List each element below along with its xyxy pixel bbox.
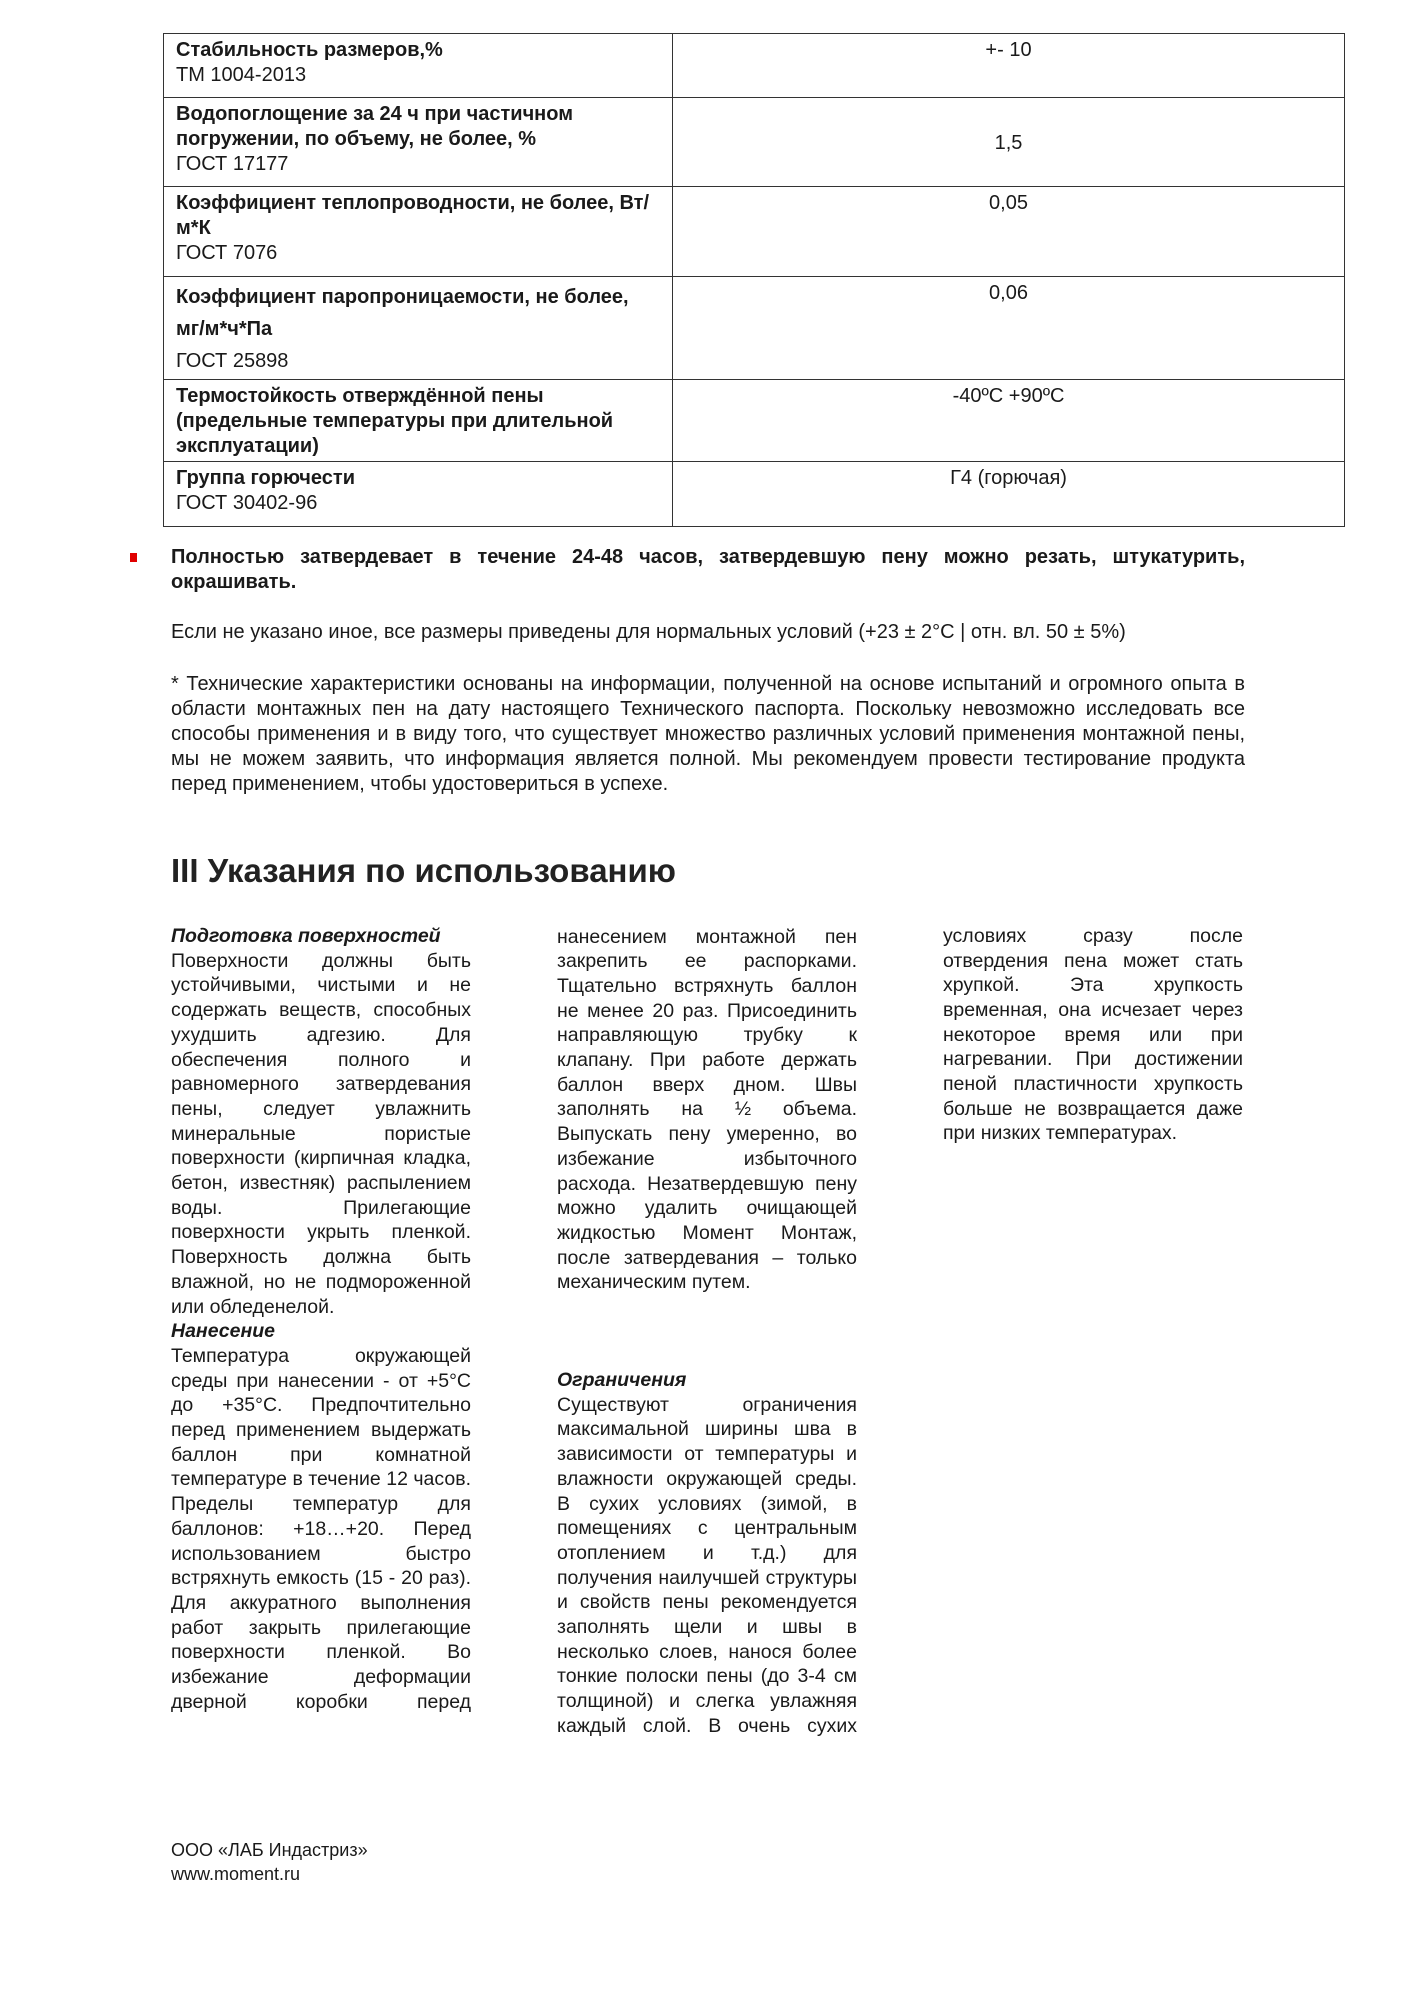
bullet-note: Полностью затвердевает в течение 24-48 часов, затвердевшую пену можно резать, штукатурить, окрашивать. (171, 546, 1245, 593)
section-title: III Указания по использованию (171, 852, 676, 889)
disclaimer: * Технические характеристики основаны на информации, полученной на основе испытаний и огромного опыта в области монтажных пен на дату настоящего Технического паспорта. Поскольку невозможно исследовать все способы применения и в виду того, что существует множество различных условий применения монтажной пены, мы не можем заявить, что информация является полной. Мы рекомендуем провести тестирование продукта перед применением, чтобы удостовериться в успехе. (171, 673, 1245, 795)
table-row (164, 380, 1345, 462)
prep-heading: Подготовка поверхностей (171, 925, 441, 947)
property-standard: ГОСТ 17177 (176, 153, 289, 175)
website-link[interactable]: www.moment.ru (171, 1864, 301, 1884)
column-1 (171, 924, 471, 1714)
conditions-note: Если не указано иное, все размеры приведены для нормальных условий (+23 ± 2°C | отн. вл. 50 ± 5%) (171, 621, 1126, 643)
table-row (164, 98, 1345, 187)
property-name: Термостойкость отверждённой пены (предельные температуры при длительной эксплуатации) (176, 385, 614, 457)
property-value: -40ºC +90ºC (673, 380, 1345, 462)
property-standard: ГОСТ 30402-96 (176, 492, 318, 514)
table-row (164, 462, 1345, 527)
table-row (164, 277, 1345, 380)
table-row (164, 34, 1345, 98)
property-name: Стабильность размеров,% (176, 39, 443, 61)
bullet-icon (130, 553, 137, 562)
specs-table (163, 33, 1345, 527)
limits-text-continued: условиях сразу после отвердения пена может стать хрупкой. Эта хрупкость временная, она исчезает через некоторое время или при нагревании. При достижении пеной пластичности хрупкость больше не возвращается даже при низких температурах. (943, 924, 1243, 1145)
apply-heading: Нанесение (171, 1320, 276, 1343)
prep-text: Поверхности должны быть устойчивыми, чистыми и не содержать веществ, способных ухудшить адгезию. Для обеспечения полного и равномерного затвердевания пены, следует увлажнить минеральные пористые поверхности (кирпичная кладка, бетон, известняк) распылением воды. Прилегающие поверхности укрыть пленкой. Поверхность должна быть влажной, но не подмороженной или обледенелой. (171, 949, 471, 1318)
property-value: 1,5 (673, 98, 1345, 187)
limits-text: Существуют ограничения максимальной ширины шва в зависимости от температуры и влажности окружающей среды. В сухих условиях (зимой, в помещениях с центральным отоплением и т.д.) для получения наилучшей структуры и свойств пены рекомендуется заполнять щели и швы в несколько слоев, нанося более тонкие полоски пены (до 3-4 см толщиной) и слегка увлажняя каждый слой. В очень сухих (557, 1393, 857, 1737)
property-value: 0,06 (673, 277, 1345, 380)
property-name: Коэффициент теплопроводности, не более, Вт/м*К (176, 192, 650, 239)
property-standard: ГОСТ 25898 (176, 350, 289, 372)
apply-text-continued (557, 924, 857, 1368)
property-name: Коэффициент паропроницаемости, не более, мг/м*ч*Па (176, 286, 629, 340)
column-3 (943, 924, 1243, 1220)
apply-text: Температура окружающей среды при нанесении - от +5°C до +35°C. Предпочтительно перед применением выдержать баллон при комнатной температуре в течение 12 часов. Пределы температур для баллонов: +18…+20. Перед использованием быстро встряхнуть емкость (15 - 20 раз). Для аккуратного выполнения работ закрыть прилегающие поверхности пленкой. Во избежание деформации дверной коробки перед (171, 1344, 471, 1713)
property-name: Группа горючести (176, 467, 355, 489)
property-standard: ТМ 1004-2013 (176, 64, 307, 86)
column-2 (557, 924, 857, 1739)
limits-heading: Ограничения (557, 1369, 687, 1391)
table-row (164, 187, 1345, 277)
property-value: Г4 (горючая) (673, 462, 1345, 527)
apply-text-overflow: нанесением монтажной пен закрепить ее распорками. Тщательно встряхнуть баллон не менее 20 раз. Присоединить направляющую трубку к клапану. При работе держать баллон вверх дном. Швы заполнять на ½ объема. Выпускать пену умеренно, во избежание избыточного расхода. Незатвердевшую пену можно удалить очищающей жидкостью Момент Монтаж, после затвердевания – только механическим путем. (557, 925, 857, 1294)
property-name: Водопоглощение за 24 ч при частичном погружении, по объему, не более, % (176, 103, 574, 150)
company-name: ООО «ЛАБ Индастриз» (171, 1840, 368, 1860)
footer (171, 1838, 368, 1886)
property-value: 0,05 (673, 187, 1345, 277)
property-value: +- 10 (673, 34, 1345, 98)
property-standard: ГОСТ 7076 (176, 242, 278, 264)
